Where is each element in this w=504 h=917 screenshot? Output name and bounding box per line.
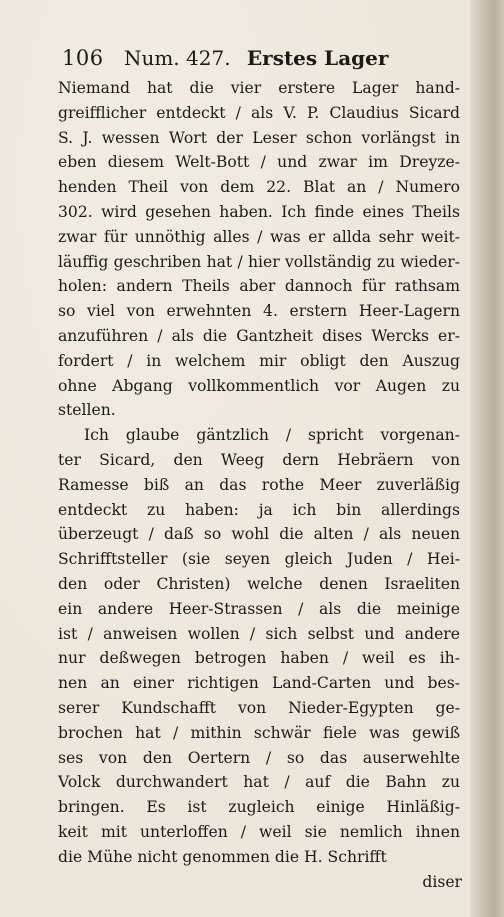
text-line: anzuführen / als die Gantzheit dises Wercks er- xyxy=(58,327,460,345)
page-number: 106 xyxy=(62,46,104,70)
text-line: entdeckt zu haben: ja ich bin allerdings xyxy=(58,501,460,519)
text-line: zwar für unnöthig alles / was er allda sehr weit- xyxy=(58,228,460,246)
text-line: 302. wird gesehen haben. Ich finde eines Theils xyxy=(58,203,460,221)
text-line: stellen. xyxy=(58,401,116,419)
text-line: ein andere Heer-Strassen / als die meinige xyxy=(58,600,460,618)
text-line: fordert / in welchem mir obligt den Auszug xyxy=(58,352,460,370)
text-line: Volck durchwandert hat / auf die Bahn zu xyxy=(58,773,460,791)
text-line: S. J. wessen Wort der Leser schon vorlängst in xyxy=(58,129,460,147)
text-line: überzeugt / daß so wohl die alten / als neuen xyxy=(58,525,460,543)
text-line: bringen. Es ist zugleich einige Hinläßig- xyxy=(58,798,460,816)
text-line: greifflicher entdeckt / als V. P. Claudius Sicard xyxy=(58,104,460,122)
number-label: Num. 427. xyxy=(123,46,231,70)
text-line: nur deßwegen betrogen haben / weil es ih- xyxy=(58,649,460,667)
text-line: ses von den Oertern / so das auserwehlte xyxy=(58,749,460,767)
text-line: keit mit unterloffen / weil sie nemlich ihnen xyxy=(58,823,460,841)
text-line: Schrifftsteller (sie seyen gleich Juden / Hei- xyxy=(58,550,460,568)
text-line: henden Theil von dem 22. Blat an / Numero xyxy=(58,178,460,196)
text-line: eben diesem Welt-Bott / und zwar im Dreyze- xyxy=(58,153,460,171)
text-line: so viel von erwehnten 4. erstern Heer-Lagern xyxy=(58,302,460,320)
text-line: Niemand hat die vier erstere Lager hand- xyxy=(58,79,460,97)
text-line: nen an einer richtigen Land-Carten und bes- xyxy=(58,674,460,692)
text-line: die Mühe nicht genommen die H. Schrifft xyxy=(58,848,387,866)
text-line: ist / anweisen wollen / sich selbst und andere xyxy=(58,625,460,643)
text-line: holen: andern Theils aber dannoch für rathsam xyxy=(58,277,460,295)
text-line: serer Kundschafft von Nieder-Egypten ge- xyxy=(58,699,460,717)
text-line: ohne Abgang vollkommentlich vor Augen zu xyxy=(58,377,460,395)
text-line: ter Sicard, den Weeg dern Hebräern von xyxy=(58,451,460,469)
catchword: diser xyxy=(422,873,462,891)
text-line: den oder Christen) welche denen Israeliten xyxy=(58,575,460,593)
book-gutter xyxy=(470,0,504,917)
text-line: brochen hat / mithin schwär fiele was gewiß xyxy=(58,724,460,742)
text-line: Ramesse biß an das rothe Meer zuverläßig xyxy=(58,476,460,494)
text-line: läuffig geschriben hat / hier vollständig zu wieder- xyxy=(58,253,460,271)
page-title: Erstes Lager xyxy=(246,46,389,70)
text-line: Ich glaube gäntzlich / spricht vorgenan- xyxy=(84,426,460,444)
